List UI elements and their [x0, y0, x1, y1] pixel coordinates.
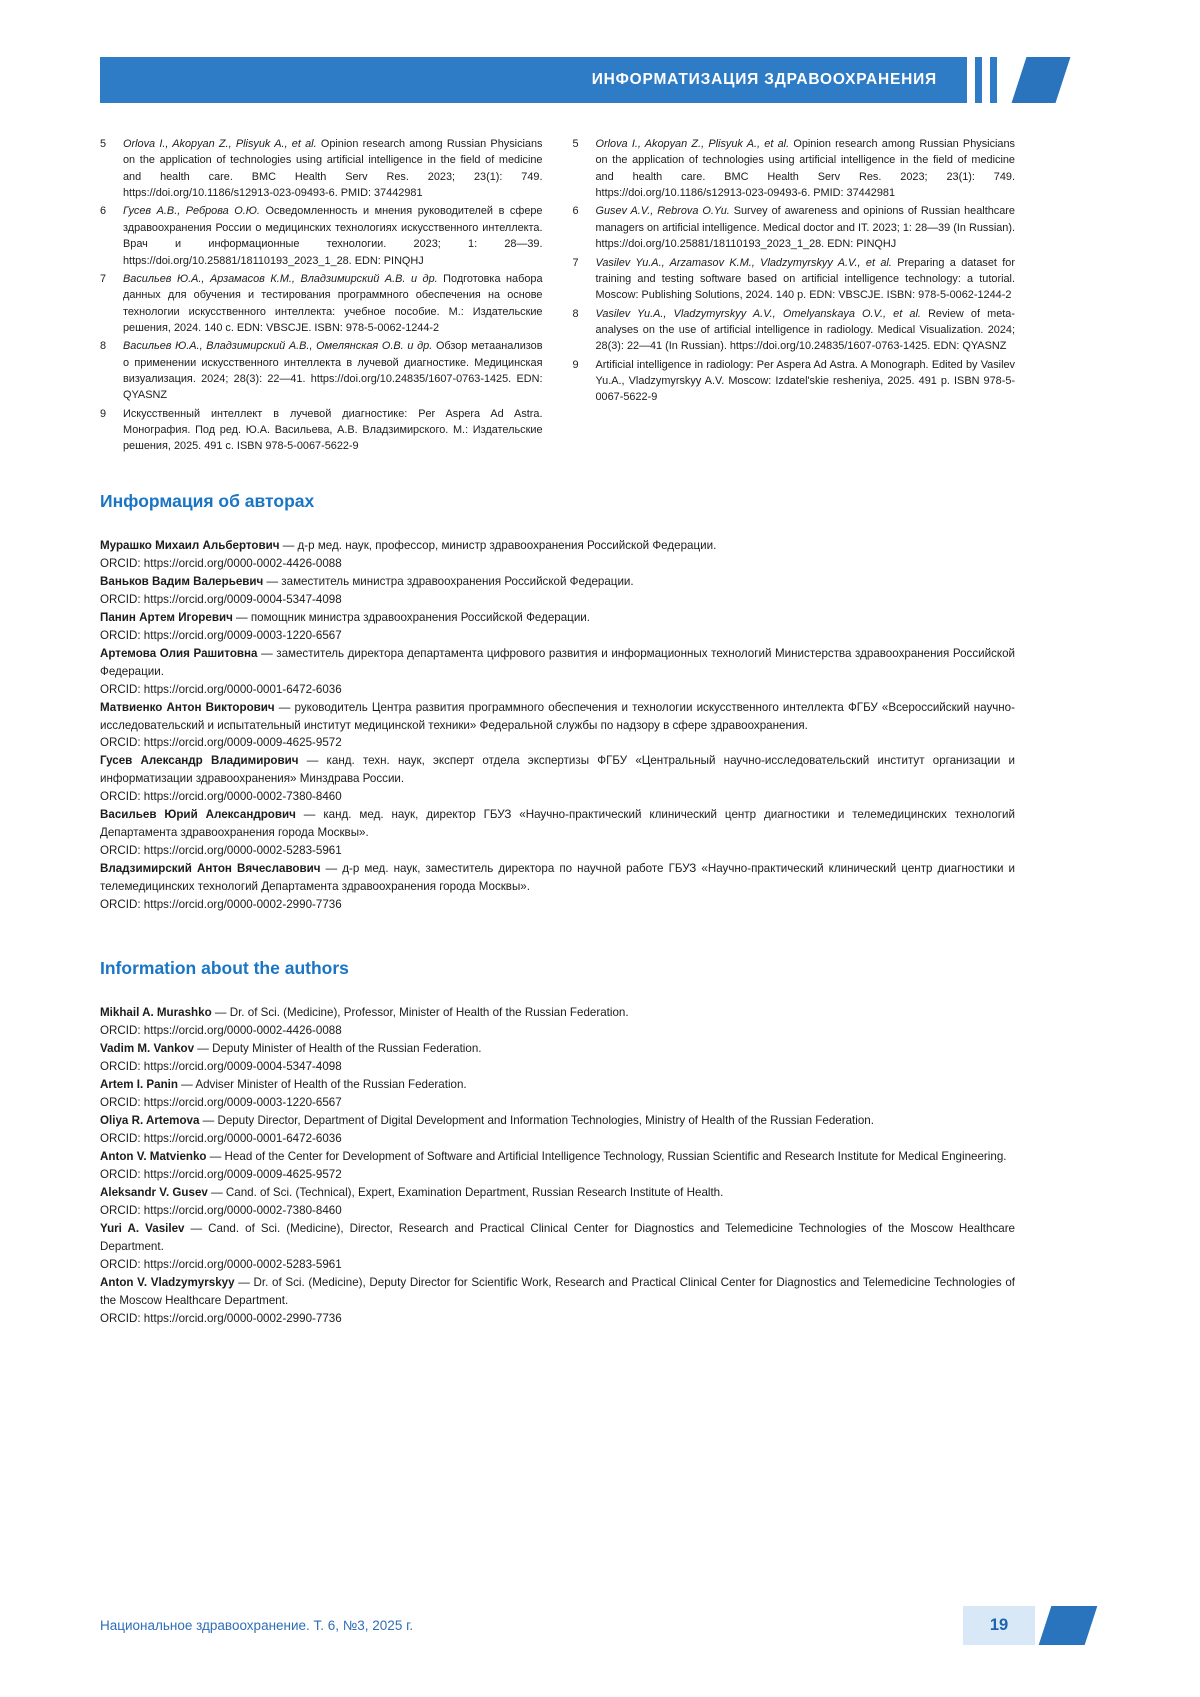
author-orcid: ORCID: https://orcid.org/0000-0002-4426-0088 [100, 1024, 342, 1038]
reference-body: Opinion research among Russian Physicians on the application of technologies using artificial intelligence in the field of medicine and health care. BMC Health Serv Res. 2023; 23(1): 749. https://doi.org/10.1186/s12913-023-09493-6. PMID: 37442981 [123, 138, 543, 200]
reference-number: 7 [572, 256, 579, 269]
reference-number: 9 [100, 407, 107, 420]
author-name: Mikhail A. Murashko [100, 1006, 212, 1020]
reference-text [123, 406, 543, 455]
reference-body: Подготовка набора данных для обучения и тестирования программного обеспечения на основе технологии искусственного интеллекта: учебное пособие. М.: Издательские решения, 2024. 140 с. EDN: VBSCJE. ISBN: 978-5-0062-1244-2 [123, 272, 543, 334]
reference-body: Survey of awareness and opinions of Russian healthcare managers on artificial intelligence. Medical doctor and IT. 2023; 1: 28—39 (In Russian). https://doi.org/10.25881/18110193_2023_1_28. EDN: PINQHJ [595, 205, 1015, 251]
author-line [100, 1040, 1015, 1058]
author-entry [100, 609, 1015, 645]
author-line [100, 1220, 1015, 1256]
page-footer-right [963, 1606, 1091, 1645]
references-column-english [573, 136, 1016, 457]
reference-text [596, 203, 1016, 252]
reference-body: Preparing a dataset for training and testing software based on artificial intelligence technology: a tutorial. Moscow: Publishing Solutions, 2024. 140 p. EDN: VBSCJE. ISBN: 978-5-0062-1244-2 [595, 256, 1015, 302]
page-number: 19 [989, 1616, 1009, 1634]
page-header-banner [100, 57, 1063, 103]
reference-item [100, 203, 543, 268]
author-description: — д-р мед. наук, профессор, министр здравоохранения Российской Федерации. [279, 538, 717, 552]
section-heading-authors-en: Information about the authors [100, 958, 349, 979]
reference-number: 6 [572, 205, 579, 218]
header-banner-background [100, 57, 967, 103]
reference-item [100, 406, 543, 455]
reference-text [123, 338, 543, 403]
author-orcid: ORCID: https://orcid.org/0009-0004-5347-4098 [100, 1060, 342, 1074]
author-name: Anton V. Matvienko [100, 1149, 207, 1163]
author-line [100, 699, 1015, 735]
reference-text [596, 357, 1016, 406]
author-line [100, 1184, 1015, 1202]
reference-number: 6 [100, 205, 107, 218]
author-entry [100, 699, 1015, 753]
author-description: — Cand. of Sci. (Medicine), Director, Research and Practical Clinical Center for Diagnostics and Telemedicine Technologies of the Moscow Healthcare Department. [100, 1221, 1015, 1253]
section-heading-authors-ru: Информация об авторах [100, 490, 315, 511]
author-orcid: ORCID: https://orcid.org/0000-0002-7380-8460 [100, 1203, 342, 1217]
author-orcid: ORCID: https://orcid.org/0009-0003-1220-6567 [100, 1096, 342, 1110]
author-name: Yuri A. Vasilev [100, 1221, 185, 1235]
reference-item [100, 271, 543, 336]
author-description: — Deputy Minister of Health of the Russian Federation. [194, 1042, 482, 1056]
author-entry [100, 1076, 1015, 1112]
author-description: — Deputy Director, Department of Digital Development and Information Technologies, Ministry of Health of the Russian Federation. [199, 1113, 874, 1127]
reference-item [573, 357, 1016, 406]
banner-stripe [997, 57, 1005, 103]
author-description: — Adviser Minister of Health of the Russian Federation. [177, 1078, 467, 1092]
references-section [100, 136, 1015, 457]
reference-body: Artificial intelligence in radiology: Per Aspera Ad Astra. A Monograph. Edited by Vasilev Yu.A., Vladzymyrskyy A.V. Moscow: Izdatel'skie resheniya, 2025. 491 p. ISBN 978-5-0067-5622-9 [595, 358, 1015, 404]
reference-item [573, 136, 1016, 201]
reference-authors: Vasilev Yu.A., Arzamasov K.M., Vladzymyrskyy A.V., et al. [595, 256, 892, 269]
author-name: Artem I. Panin [100, 1078, 178, 1092]
author-entry [100, 1040, 1015, 1076]
reference-text [123, 136, 543, 201]
author-line [100, 752, 1015, 788]
author-name: Ваньков Вадим Валерьевич [100, 574, 264, 588]
author-description: — Dr. of Sci. (Medicine), Professor, Minister of Health of the Russian Federation. [211, 1006, 629, 1020]
author-orcid: ORCID: https://orcid.org/0009-0009-4625-9572 [100, 1167, 342, 1181]
author-description: — заместитель министра здравоохранения Российской Федерации. [263, 574, 634, 588]
reference-text [123, 271, 543, 336]
author-entry [100, 573, 1015, 609]
banner-stripe [982, 57, 990, 103]
author-entry [100, 1220, 1015, 1274]
reference-authors: Васильев Ю.А., Арзамасов К.М., Владзимирский А.В. и др. [123, 272, 438, 285]
reference-text [596, 255, 1016, 304]
author-entry [100, 1004, 1015, 1040]
author-description: — Dr. of Sci. (Medicine), Deputy Director for Scientific Work, Research and Practical Clinical Center for Diagnostics and Telemedicine Technologies of the Moscow Healthcare Department. [100, 1275, 1015, 1307]
reference-number: 7 [100, 272, 107, 285]
author-orcid: ORCID: https://orcid.org/0000-0002-2990-7736 [100, 898, 342, 912]
reference-authors: Гусев А.В., Реброва О.Ю. [123, 205, 260, 218]
author-description: — Cand. of Sci. (Technical), Expert, Examination Department, Russian Research Institute of Health. [207, 1185, 724, 1199]
author-description: — канд. техн. наук, эксперт отдела экспертизы ФГБУ «Центральный научно-исследовательский институт организации и информатизации здравоохранения» Минздрава России. [100, 754, 1016, 786]
page-content [100, 136, 1015, 1328]
reference-item [100, 338, 543, 403]
author-description: — помощник министра здравоохранения Российской Федерации. [232, 610, 590, 624]
authors-en-section [100, 1004, 1015, 1327]
reference-body: Осведомленность и мнения руководителей в сфере здравоохранения России о медицинских технологиях искусственного интеллекта. Врач и информационные технологии. 2023; 1: 28—39. https://doi.org/10.25881/18110193_2023_1_28. EDN: PINQHJ [123, 205, 543, 267]
reference-number: 5 [572, 138, 579, 150]
author-line [100, 806, 1015, 842]
author-name: Vadim M. Vankov [100, 1042, 195, 1056]
reference-authors: Васильев Ю.А., Владзимирский А.В., Омелянская О.В. и др. [123, 340, 433, 353]
author-line [100, 537, 1015, 555]
page-number-box [963, 1606, 1035, 1645]
reference-authors: Orlova I., Akopyan Z., Plisyuk A., et al. [595, 138, 790, 150]
author-name: Гусев Александр Владимирович [100, 754, 299, 768]
author-line [100, 1112, 1015, 1130]
author-description: — заместитель директора департамента цифрового развития и информационных технологий Министерства здравоохранения Российской Федерации. [100, 646, 1015, 678]
author-name: Матвиенко Антон Викторович [100, 700, 275, 714]
author-line [100, 573, 1015, 591]
author-orcid: ORCID: https://orcid.org/0000-0002-2990-7736 [100, 1311, 342, 1325]
reference-text [596, 136, 1016, 201]
author-description: — канд. мед. наук, директор ГБУЗ «Научно-практический клинический центр диагностики и телемедицинских технологий Департамента здравоохранения города Москвы». [100, 808, 1015, 840]
author-line [100, 609, 1015, 627]
authors-ru-section [100, 537, 1015, 914]
author-orcid: ORCID: https://orcid.org/0000-0001-6472-6036 [100, 682, 342, 696]
author-name: Aleksandr V. Gusev [100, 1185, 208, 1199]
author-description: — д-р мед. наук, заместитель директора по научной работе ГБУЗ «Научно-практический клинический центр диагностики и телемедицинских технологий Департамента здравоохранения города Москвы». [100, 862, 1015, 894]
author-line [100, 860, 1015, 896]
reference-number: 8 [572, 307, 579, 320]
author-entry [100, 752, 1015, 806]
reference-item [573, 255, 1016, 304]
reference-body: Opinion research among Russian Physicians on the application of technologies using artificial intelligence in the field of medicine and health care. BMC Health Serv Res. 2023; 23(1): 749. https://doi.org/10.1186/s12913-023-09493-6. PMID: 37442981 [595, 138, 1015, 200]
author-entry [100, 1184, 1015, 1220]
author-description: — руководитель Центра развития программного обеспечения и технологии искусственного интеллекта ФГБУ «Всероссийский научно-исследовательский и испытательный институт медицинской техники» Федеральной службы по надзору в сфере здравоохранения. [100, 700, 1015, 732]
author-name: Мурашко Михаил Альбертович [100, 538, 280, 552]
reference-item [573, 306, 1016, 355]
author-entry [100, 1112, 1015, 1148]
author-name: Oliya R. Artemova [100, 1113, 200, 1127]
header-stripes-decoration [967, 57, 1005, 103]
author-orcid: ORCID: https://orcid.org/0009-0004-5347-4098 [100, 592, 342, 606]
author-name: Панин Артем Игоревич [100, 610, 233, 624]
author-entry [100, 645, 1015, 699]
reference-body: Обзор метаанализов о применении искусственного интеллекта в лучевой диагностике. Медицинская визуализация. 2024; 28(3): 22—41. https://doi.org/10.24835/1607-0763-1425. EDN: QYASNZ [123, 340, 543, 402]
author-line [100, 1004, 1015, 1022]
banner-stripe [967, 57, 975, 103]
author-description: — Head of the Center for Development of Software and Artificial Intelligence Technology, Russian Scientific and Research Institute for Medical Engineering. [206, 1149, 1007, 1163]
author-name: Anton V. Vladzymyrskyy [100, 1275, 235, 1289]
author-name: Васильев Юрий Александрович [100, 808, 296, 822]
header-title: ИНФОРМАТИЗАЦИЯ ЗДРАВООХРАНЕНИЯ [591, 71, 937, 88]
footer-arrow-decoration [1039, 1606, 1098, 1645]
author-orcid: ORCID: https://orcid.org/0000-0002-4426-0088 [100, 556, 342, 570]
reference-number: 8 [100, 340, 107, 353]
author-line [100, 1076, 1015, 1094]
reference-number: 9 [572, 358, 579, 371]
author-orcid: ORCID: https://orcid.org/0009-0003-1220-6567 [100, 628, 342, 642]
author-name: Артемова Олия Рашитовна [100, 646, 258, 660]
reference-authors: Orlova I., Akopyan Z., Plisyuk A., et al. [123, 138, 317, 150]
reference-item [573, 203, 1016, 252]
author-entry [100, 1148, 1015, 1184]
author-orcid: ORCID: https://orcid.org/0000-0002-5283-5961 [100, 1257, 342, 1271]
author-orcid: ORCID: https://orcid.org/0000-0002-7380-8460 [100, 790, 342, 804]
reference-body: Review of meta-analyses on the use of artificial intelligence in radiology. Medical Visualization. 2024; 28(3): 22—41 (In Russian). https://doi.org/10.24835/1607-0763-1425. EDN: QYASNZ [595, 307, 1015, 353]
reference-authors: Vasilev Yu.A., Vladzymyrskyy A.V., Omelyanskaya O.V., et al. [595, 307, 921, 320]
author-entry [100, 860, 1015, 914]
reference-authors: Gusev A.V., Rebrova O.Yu. [595, 205, 730, 218]
references-column-russian [100, 136, 543, 457]
author-entry [100, 537, 1015, 573]
header-arrow-decoration [1012, 57, 1071, 103]
author-line [100, 1148, 1015, 1166]
reference-text [123, 203, 543, 268]
author-orcid: ORCID: https://orcid.org/0000-0001-6472-6036 [100, 1131, 342, 1145]
reference-body: Искусственный интеллект в лучевой диагностике: Per Aspera Ad Astra. Монография. Под ред. Ю.А. Васильева, А.В. Владзимирского. М.: Издательские решения, 2025. 491 с. ISBN 978-5-0067-5622-9 [123, 407, 543, 453]
author-line [100, 645, 1015, 681]
author-line [100, 1274, 1015, 1310]
reference-text [596, 306, 1016, 355]
author-orcid: ORCID: https://orcid.org/0000-0002-5283-5961 [100, 844, 342, 858]
author-name: Владзимирский Антон Вячеславович [100, 862, 321, 876]
journal-footer-line: Национальное здравоохранение. Т. 6, №3, 2025 г. [100, 1618, 414, 1633]
author-entry [100, 1274, 1015, 1328]
author-orcid: ORCID: https://orcid.org/0009-0009-4625-9572 [100, 736, 342, 750]
reference-number: 5 [100, 138, 107, 150]
reference-item [100, 136, 543, 201]
author-entry [100, 806, 1015, 860]
